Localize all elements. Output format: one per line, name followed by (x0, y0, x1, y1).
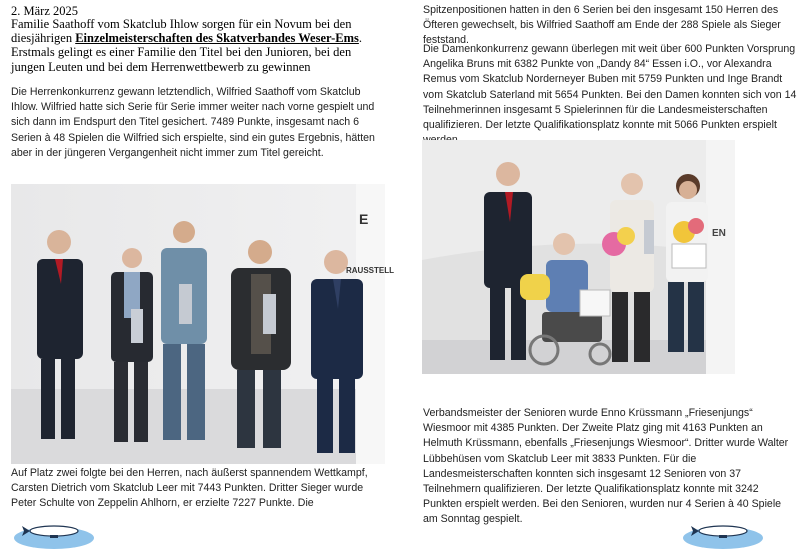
wall-letters: EN (712, 228, 726, 239)
article-date: 2. März 2025 (11, 4, 78, 18)
paragraph-spitzenpositionen: Spitzenpositionen hatten in den 6 Serien bei den insgesamt 150 Herren des Öfteren gewechselt, bis Wilfried Saathoff am Ende der 288 Spiele als Sieger feststand. (423, 4, 781, 47)
wall-letter: E (359, 211, 369, 227)
article-heading (11, 17, 386, 74)
photo-herren-winners (11, 184, 394, 464)
heading-intro: Familie Saathoff vom Skatclub Ihlow sorgen für ein Novum bei den diesjährigen (11, 17, 352, 46)
heading-continuation: . Erstmals gelingt es einer Familie den Titel bei den Junioren, bei den jungen Leuten und bei dem Herrenwettbewerb zu gewinnen (11, 31, 362, 74)
paragraph-herren: Die Herrenkonkurrenz gewann letztendlich, Wilfried Saathoff vom Skatclub Ihlow. Wilfried hatte sich Serie für Serie immer weiter nach vorne gespielt und sich dann im Endspurt den Titel gesichert. 7489 Punkte, insgesamt nach 6 Serien à 48 Spielen die Wilfried sich erspielte, sind ein gutes Ergebnis, hätten aber in der jüngeren Vergangenheit nicht immer zum Titel gereicht. (11, 86, 375, 159)
paragraph-damen: Die Damenkonkurrenz gewann überlegen mit weit über 600 Punkten Vorsprung Angelika Bruns mit 6382 Punkte von „Dandy 84“ Essen i.O., vor Alexandra Remus vom Skatclub Norderneyer Buben mit 5759 Punkten und Inge Brandt vom Skatclub Saterland mit 5654 Punkten. Bei den Damen konnten sich von 14 Teilnehmerinnen insgesamt 5 Spielerinnen für die Landesmeisterschaften qualifizieren. Der letzte Qualifikationsplatz konnte mit 5066 Punkten erspielt (423, 43, 797, 132)
photo-damen-winners (422, 140, 735, 374)
heading-event-name: Einzelmeisterschaften des Skatverbandes Weser-Ems (75, 31, 359, 46)
wall-text: RAUSSTELL (346, 266, 394, 275)
paragraph-senioren: Verbandsmeister der Senioren wurde Enno Krüssmann „Friesenjungs“ Wiesmoor mit 4385 Punkten. Der Zweite Platz ging mit 4163 Punkten an Helmuth Krüssmann, ebenfalls „Friesenjungs Wiesmoor“. Dritter wurde Walter Lübbehüsen vom Skatclub Leer mit 3833 Punkten. Für die Landesmeisterschaften konnten sich insgesamt 12 Senioren von 37 Teilnehmern qualifizieren. Der letzte Qualifikationsplatz konnte mit 3242 Punkten erspielt werden. Bei den Senioren, wurden nur 4 Serien à 40 Spiele am Sonntag gespielt. (423, 407, 789, 526)
zeppelin-logo-icon (12, 522, 96, 550)
zeppelin-logo-icon (681, 522, 765, 550)
paragraph-platz-zwei: Auf Platz zwei folgte bei den Herren, nach äußerst spannendem Wettkampf, Carsten Dietrich vom Skatclub Leer mit 7443 Punkten. Dritter Sieger wurde Peter Schulte von Zeppelin Ahlhorn, er erzielte 7227 Punkte. Die (11, 467, 368, 510)
